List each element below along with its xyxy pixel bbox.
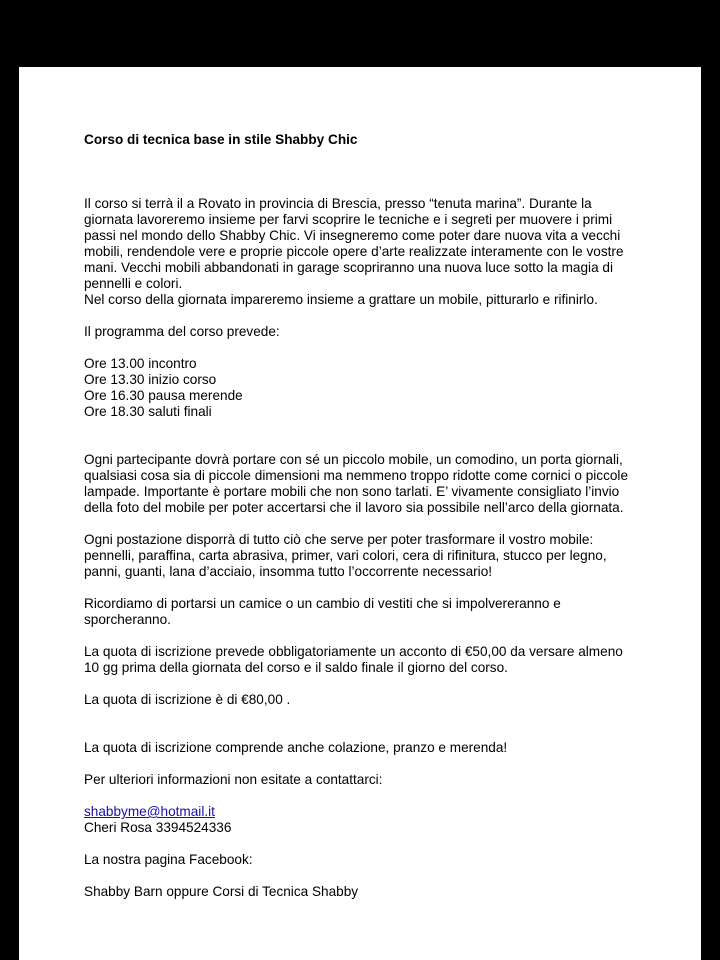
- facebook-heading-text: La nostra pagina Facebook:: [84, 852, 253, 867]
- email-line: [84, 804, 664, 820]
- contact-block: [84, 804, 664, 836]
- stations-line: Ogni postazione disporrà di tutto ciò che serve per poter trasformare il vostro mobile:: [84, 532, 594, 547]
- fee-paragraph: [84, 692, 664, 708]
- schedule-item: Ore 13.30 inizio corso: [84, 372, 217, 387]
- document-title: Corso di tecnica base in stile Shabby Chic: [84, 132, 358, 147]
- deposit-paragraph: [84, 644, 664, 676]
- facebook-heading: [84, 852, 664, 868]
- reminder-paragraph: [84, 596, 664, 628]
- fee-text: La quota di iscrizione è di €80,00 .: [84, 692, 291, 707]
- schedule-list: [84, 356, 664, 420]
- participants-line: qualsiasi cosa sia di piccole dimensioni ma nemmeno troppo ridotte come cornici o piccole: [84, 468, 629, 483]
- document-page: [19, 67, 701, 960]
- stations-line: pennelli, paraffina, carta abrasiva, primer, vari colori, cera di rifinitura, stucco per legno,: [84, 548, 607, 563]
- intro-line: Il corso si terrà il a Rovato in provincia di Brescia, presso “tenuta marina”. Durante la: [84, 196, 592, 211]
- reminder-line: Ricordiamo di portarsi un camice o un cambio di vestiti che si impolvereranno e: [84, 596, 561, 611]
- facebook-pages-text: Shabby Barn oppure Corsi di Tecnica Shabby: [84, 884, 359, 899]
- intro-line: mani. Vecchi mobili abbandonati in garage scopriranno una nuova luce sotto la magia di: [84, 260, 613, 275]
- info-text: Per ulteriori informazioni non esitate a contattarci:: [84, 772, 383, 787]
- deposit-line: La quota di iscrizione prevede obbligatoriamente un acconto di €50,00 da versare almeno: [84, 644, 623, 659]
- deposit-line: 10 gg prima della giornata del corso e il saldo finale il giorno del corso.: [84, 660, 508, 675]
- intro-line: passi nel mondo dello Shabby Chic. Vi insegneremo come poter dare nuova vita a vecchi: [84, 228, 621, 243]
- program-heading-text: Il programma del corso prevede:: [84, 324, 280, 339]
- intro-line: giornata lavoreremo insieme per farvi scoprire le tecniche e i segreti per muovere i primi: [84, 212, 613, 227]
- participants-paragraph: [84, 452, 664, 516]
- participants-line: lampade. Importante è portare mobili che non sono tarlati. E’ vivamente consigliato l’invio: [84, 484, 620, 499]
- intro-line: pennelli e colori.: [84, 276, 183, 291]
- schedule-item: Ore 16.30 pausa merende: [84, 388, 243, 403]
- phone-text: Cheri Rosa 3394524336: [84, 820, 232, 835]
- schedule-item: Ore 18.30 saluti finali: [84, 404, 212, 419]
- reminder-line: sporcheranno.: [84, 612, 171, 627]
- info-paragraph: [84, 772, 664, 788]
- stations-paragraph: [84, 532, 664, 580]
- program-heading: [84, 324, 664, 340]
- intro-paragraph: [84, 196, 664, 308]
- includes-text: La quota di iscrizione comprende anche colazione, pranzo e merenda!: [84, 740, 508, 755]
- stations-line: panni, guanti, lana d’acciaio, insomma tutto l’occorrente necessario!: [84, 564, 493, 579]
- participants-line: Ogni partecipante dovrà portare con sé un piccolo mobile, un comodino, un porta giornali,: [84, 452, 623, 467]
- intro-line: mobili, rendendole vere e proprie piccole opere d’arte realizzate interamente con le vostre: [84, 244, 624, 259]
- schedule-item: Ore 13.00 incontro: [84, 356, 197, 371]
- facebook-pages: [84, 884, 664, 900]
- intro-line: Nel corso della giornata impareremo insieme a grattare un mobile, pitturarlo e rifinirlo.: [84, 292, 598, 307]
- participants-line: della foto del mobile per poter accertarsi che il lavoro sia possibile nell’arco della giornata.: [84, 500, 624, 515]
- email-link[interactable]: shabbyme@hotmail.it: [84, 804, 215, 819]
- includes-paragraph: [84, 740, 664, 756]
